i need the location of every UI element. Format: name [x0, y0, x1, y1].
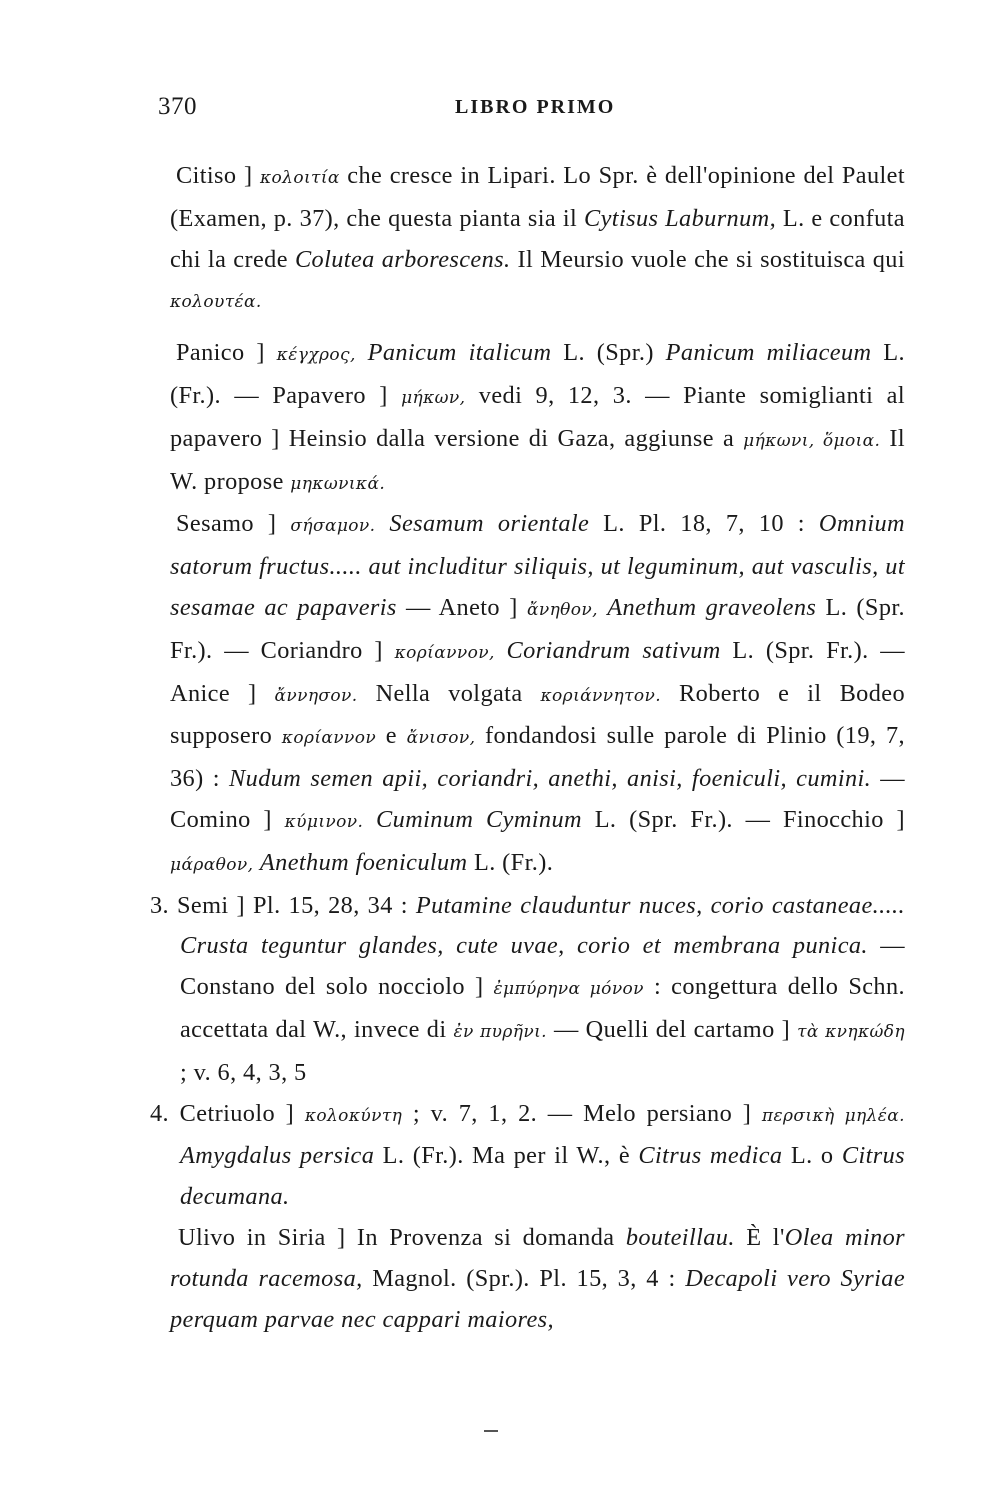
- text-run: [356, 339, 368, 366]
- greek-text: κοριάννητον.: [540, 685, 662, 706]
- latin-text: Cuminum Cyminum: [376, 805, 582, 833]
- text-run: [495, 637, 507, 664]
- note-sesamo: [170, 504, 905, 885]
- text-run: 3. Semi ] Pl. 15, 28, 34 :: [150, 891, 416, 919]
- text-run: — Constano del solo nocciolo ]: [180, 932, 906, 1001]
- greek-text: μήκωνι, ὅμοια.: [743, 430, 881, 451]
- page-number: 370: [158, 93, 197, 120]
- greek-text: μηκωνικά.: [290, 473, 386, 494]
- text-run: L. (Spr. Fr.). — Anice ]: [170, 636, 905, 707]
- latin-text: Citrus medica: [638, 1142, 783, 1170]
- greek-text: κορίαννον: [281, 728, 377, 749]
- latin-text: Omnium satorum fructus..... aut includitur siliquis, ut leguminum, aut vasculis, ut sesamae ac papaveris: [170, 510, 905, 621]
- text-run: È l': [734, 1223, 785, 1251]
- text-run: Citiso ]: [176, 162, 260, 189]
- note-citiso: [170, 156, 905, 323]
- greek-text: σήσαμον.: [290, 516, 376, 537]
- text-run: e: [376, 722, 407, 750]
- latin-text: Olea minor rotunda racemosa,: [170, 1223, 905, 1292]
- greek-text: κολοιτία: [259, 168, 340, 188]
- text-run: [363, 806, 376, 833]
- note-3-semi: [148, 886, 905, 1094]
- greek-text: ἐν πυρῆνι.: [453, 1021, 547, 1042]
- latin-text: Panicum miliaceum: [665, 339, 872, 367]
- latin-text: bouteillau.: [625, 1223, 735, 1251]
- text-run: Nella volgata: [357, 679, 541, 707]
- greek-text: ἄννησον.: [274, 685, 358, 706]
- greek-text: μάραθον,: [170, 854, 254, 875]
- text-run: [598, 594, 607, 621]
- greek-text: ἐμπύρηνα μόνον: [493, 979, 644, 1000]
- text-run: [375, 510, 389, 537]
- text-run: L. (Spr. Fr.). — Coriandro ]: [170, 593, 906, 664]
- greek-text: κολουτέα.: [170, 292, 262, 313]
- greek-text: μήκων,: [401, 387, 466, 408]
- text-run: L. (Fr.). Ma per il W., è: [374, 1142, 639, 1170]
- text-run: 4. Cetriuolo ]: [150, 1099, 305, 1127]
- text-run: Magnol. (Spr.). Pl. 15, 3, 4 :: [362, 1264, 686, 1292]
- greek-text: κύμινον.: [284, 811, 364, 832]
- text-run: ; v. 7, 1, 2. — Melo persiano ]: [402, 1099, 762, 1127]
- commentary-text: [150, 156, 906, 1340]
- text-run: ; v. 6, 4, 3, 5: [180, 1058, 307, 1086]
- page-header: [150, 93, 910, 133]
- text-run: Ulivo in Siria ] In Provenza si domanda: [178, 1223, 626, 1251]
- latin-text: Putamine clauduntur nuces, corio castaneae..... Crusta teguntur glandes, cute uvae, corio et membrana punica.: [180, 891, 905, 960]
- text-run: che cresce in Lipari. Lo Spr. è dell'opinione del Paulet (Examen, p. 37), che questa pianta sia il: [170, 162, 905, 232]
- greek-text: κολοκύντη: [304, 1105, 403, 1126]
- footer-mark: [484, 1430, 498, 1432]
- text-run: — Aneto ]: [396, 593, 527, 621]
- text-run: — Quelli del cartamo ]: [546, 1015, 798, 1043]
- text-run: L. Pl. 18, 7, 10 :: [589, 510, 819, 538]
- greek-text: ἄνηθον,: [526, 599, 598, 620]
- text-run: L. (Fr.). — Papavero ]: [170, 339, 905, 409]
- latin-text: Anethum graveolens: [607, 593, 817, 621]
- text-run: L. o: [782, 1142, 842, 1170]
- text-run: : congettura dello Schn. accettata dal W., invece di: [180, 973, 905, 1043]
- text-run: Panico ]: [176, 339, 277, 367]
- latin-text: Nudum semen apii, coriandri, anethi, anisi, foeniculi, cumini.: [229, 765, 872, 793]
- latin-text: Panicum italicum: [367, 339, 552, 367]
- text-run: Roberto e il Bodeo supposero: [170, 679, 905, 750]
- text-run: fondandosi sulle parole di Plinio (19, 7, 36) :: [170, 722, 906, 793]
- latin-text: Cytisus Laburnum,: [584, 204, 777, 232]
- latin-text: Sesamum orientale: [389, 510, 590, 538]
- text-run: L. (Fr.).: [467, 848, 554, 876]
- greek-text: κέγχρος,: [276, 345, 356, 366]
- text-run: Sesamo ]: [176, 510, 291, 538]
- text-run: L. (Spr.): [551, 339, 666, 367]
- latin-text: Citrus decumana.: [180, 1142, 906, 1211]
- latin-text: Amygdalus persica: [180, 1142, 375, 1170]
- text-run: Il Meursio vuole che si sostituisca qui: [510, 245, 906, 273]
- note-4-cetriuolo: [148, 1094, 905, 1218]
- text-run: — Comino ]: [170, 765, 906, 833]
- latin-text: Coriandrum sativum: [506, 636, 721, 664]
- text-run: Il W. propose: [170, 424, 905, 495]
- greek-text: ἄνισον,: [406, 728, 476, 749]
- latin-text: Colutea arborescens.: [294, 245, 511, 273]
- greek-text: τὰ κνηκώδη: [797, 1021, 906, 1042]
- greek-text: περσικὴ μηλέα.: [761, 1105, 905, 1126]
- note-ulivo: [170, 1218, 905, 1340]
- greek-text: κορίαννον,: [394, 642, 495, 663]
- text-run: L. e confuta chi la crede: [170, 204, 905, 273]
- text-run: vedi 9, 12, 3. — Piante somiglianti al papavero ] Heinsio dalla versione di Gaza, aggiunse a: [170, 381, 905, 452]
- text-run: L. (Spr. Fr.). — Finocchio ]: [581, 805, 905, 833]
- note-panico: [170, 333, 905, 504]
- latin-text: Decapoli vero Syriae perquam parvae nec cappari maiores,: [170, 1264, 905, 1333]
- running-head: LIBRO PRIMO: [455, 96, 616, 118]
- latin-text: Anethum foeniculum: [259, 848, 468, 876]
